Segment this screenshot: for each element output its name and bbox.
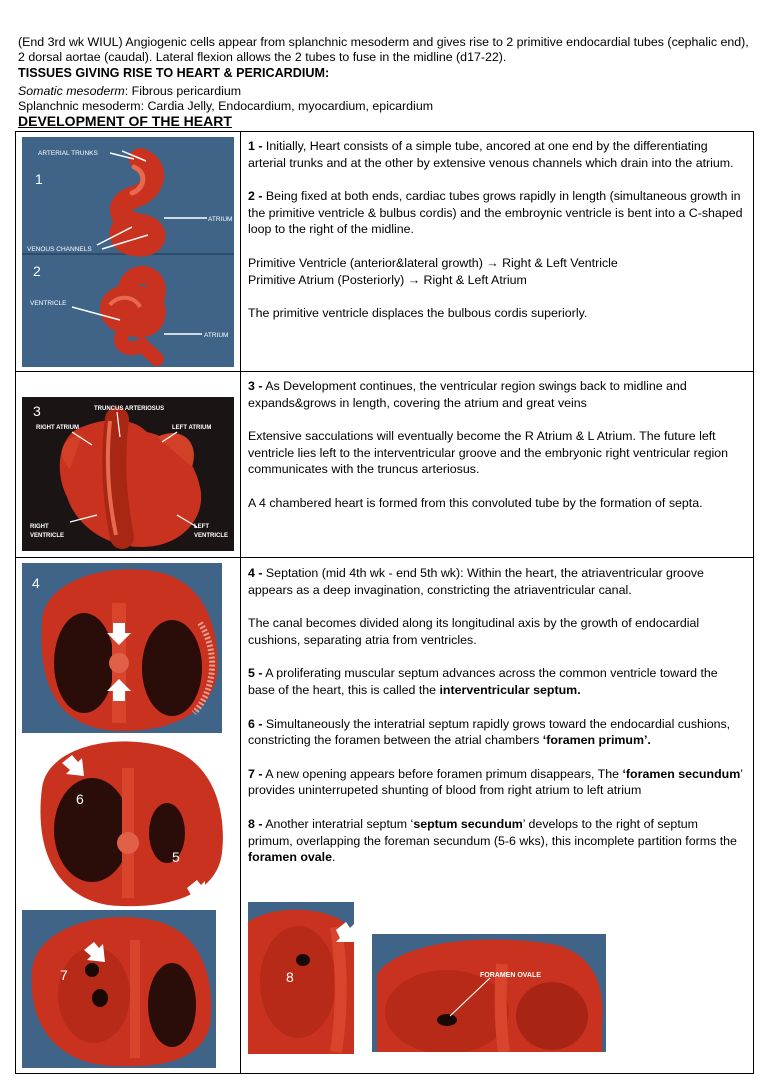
figure-number-7: 7 [60, 967, 68, 983]
step-5-number: 5 - [248, 666, 263, 681]
figure-number-4: 4 [32, 575, 40, 591]
endocardial-cushions-text: The canal becomes divided along its longitudinal axis by the growth of endocardial cushions, separating atria from ventricles. [248, 616, 700, 647]
figure-number-3: 3 [33, 403, 41, 419]
step-5-text: A proliferating muscular septum advances across the common ventricle toward the base of the heart, this is called the [248, 666, 718, 697]
label-left-atrium: LEFT ATRIUM [172, 425, 212, 431]
septation-illustration-4 [22, 563, 222, 733]
looped-heart-illustration [22, 397, 234, 551]
somatic-label: Somatic mesoderm [18, 84, 125, 98]
step-1-text: Initially, Heart consists of a simple tube, ancored at one end by the differentiating arterial trunks and at the other by extensive venous channels which drain into the atrium. [248, 139, 734, 170]
step-7-text-b: ’ provides uninterrupeted shunting of blood from right atrium to left atrium [248, 766, 743, 798]
row3-text [248, 565, 746, 883]
column-divider [240, 131, 241, 1074]
step-8-text-a: Another interatrial septum ‘ [262, 816, 414, 831]
step-8-text-b: ’ develops to the right of septum primum, overlapping the foreman secundum (5-6 wks), this incomplete partition forms the [248, 816, 737, 848]
label-atrium-2: ATRIUM [204, 332, 229, 339]
step-4-number: 4 - [248, 566, 263, 580]
development-heading: DEVELOPMENT OF THE HEART [18, 113, 232, 129]
splanchnic-line: Splanchnic mesoderm: Cardia Jelly, Endocardium, myocardium, epicardium [18, 99, 434, 113]
figure-number-6: 6 [76, 791, 84, 807]
row2-text [248, 378, 746, 529]
label-right-atrium: RIGHT ATRIUM [36, 425, 79, 431]
somatic-line [18, 84, 241, 99]
label-truncus-arteriosus: TRUNCUS ARTERIOSUS [94, 406, 165, 412]
label-ventricle: VENTRICLE [30, 300, 67, 307]
step-7-number: 7 - [248, 766, 263, 781]
figure-number-2: 2 [33, 263, 41, 279]
septum-secundum-term: septum secundum [413, 816, 523, 831]
step-6-number: 6 - [248, 716, 263, 731]
primitive-ventricle-line: Primitive Ventricle (anterior&lateral growth) → Right & Left Ventricle [248, 255, 618, 270]
row1-text [248, 138, 746, 339]
label-right-ventricle-2: VENTRICLE [30, 533, 65, 539]
sacculations-text: Extensive sacculations will eventually become the R Atrium & L Atrium. The future left ventricle lies left to the interventricular groove and the embryonic right ventricular region communicates with the truncus arteriosus. [248, 429, 729, 477]
tissues-heading: TISSUES GIVING RISE TO HEART & PERICARDIUM: [18, 66, 330, 80]
row-divider-1 [15, 371, 754, 372]
step-6-text: Simultaneously the interatrial septum rapidly grows toward the endocardial cushions, constricting the foramen between the atrial chambers [248, 716, 731, 748]
label-foramen-ovale: FORAMEN OVALE [480, 972, 541, 979]
intro-paragraph: (End 3rd wk WIUL) Angiogenic cells appear from splanchnic mesoderm and gives rise to 2 primitive endocardial tubes (cephalic end), 2 dorsal aortae (caudal). Lateral flexion allows the 2 tubes to fuse in the midline (d17-22). [18, 35, 749, 64]
foramen-secundum-term: ‘foramen secundum [622, 766, 741, 781]
step-4-text: Septation (mid 4th wk - end 5th wk): Within the heart, the atriaventricular groove appears as a deep invagination, constricting the atriaventricular canal. [248, 566, 704, 597]
septation-illustration-8 [248, 902, 354, 1054]
figure-number-5: 5 [172, 849, 180, 865]
figure-number-8: 8 [286, 969, 294, 985]
septation-illustration-5-6 [22, 738, 226, 908]
foramen-primum-term: ‘foramen primum’. [542, 733, 651, 748]
four-chambered-text: A 4 chambered heart is formed from this convoluted tube by the formation of septa. [248, 495, 703, 510]
step-2-text: Being fixed at both ends, cardiac tubes grows rapidly in length (simultaneous growth in the primitive ventricle & bulbus cordis) and the embroynic ventricle is bent into a C-shaped loop to the right of the midline. [248, 189, 743, 237]
figure-number-1: 1 [35, 171, 43, 187]
label-venous-channels: VENOUS CHANNELS [27, 246, 92, 253]
somatic-text: : Fibrous pericardium [124, 84, 242, 98]
interventricular-septum-term: interventricular septum. [439, 682, 581, 697]
heart-tube-illustration [22, 137, 234, 367]
step-7-text-a: A new opening appears before foramen primum disappears, The [262, 766, 623, 781]
primitive-atrium-line: Primitive Atrium (Posteriorly) → Right & Left Atrium [248, 272, 527, 287]
foramen-ovale-term: foramen ovale [248, 850, 333, 865]
step-1-number: 1 - [248, 139, 263, 153]
row-divider-2 [15, 557, 754, 558]
label-left-ventricle-2: VENTRICLE [194, 533, 229, 539]
septation-illustration-7 [22, 910, 216, 1068]
step-3-number: 3 - [248, 379, 263, 393]
step-2-number: 2 - [248, 189, 263, 204]
label-right-ventricle-1: RIGHT [30, 524, 49, 530]
label-atrium-1: ATRIUM [208, 216, 233, 223]
step-8-number: 8 - [248, 816, 263, 831]
label-left-ventricle-1: LEFT [194, 524, 209, 530]
step-8-text-c: . [332, 850, 336, 865]
foramen-ovale-illustration [372, 934, 606, 1052]
label-arterial-trunks: ARTERIAL TRUNKS [38, 150, 98, 157]
bulbous-cordis-text: The primitive ventricle displaces the bulbous cordis superiorly. [248, 306, 588, 321]
step-3-text: As Development continues, the ventricular region swings back to midline and expands&grows in length, covering the atrium and great veins [248, 379, 687, 410]
